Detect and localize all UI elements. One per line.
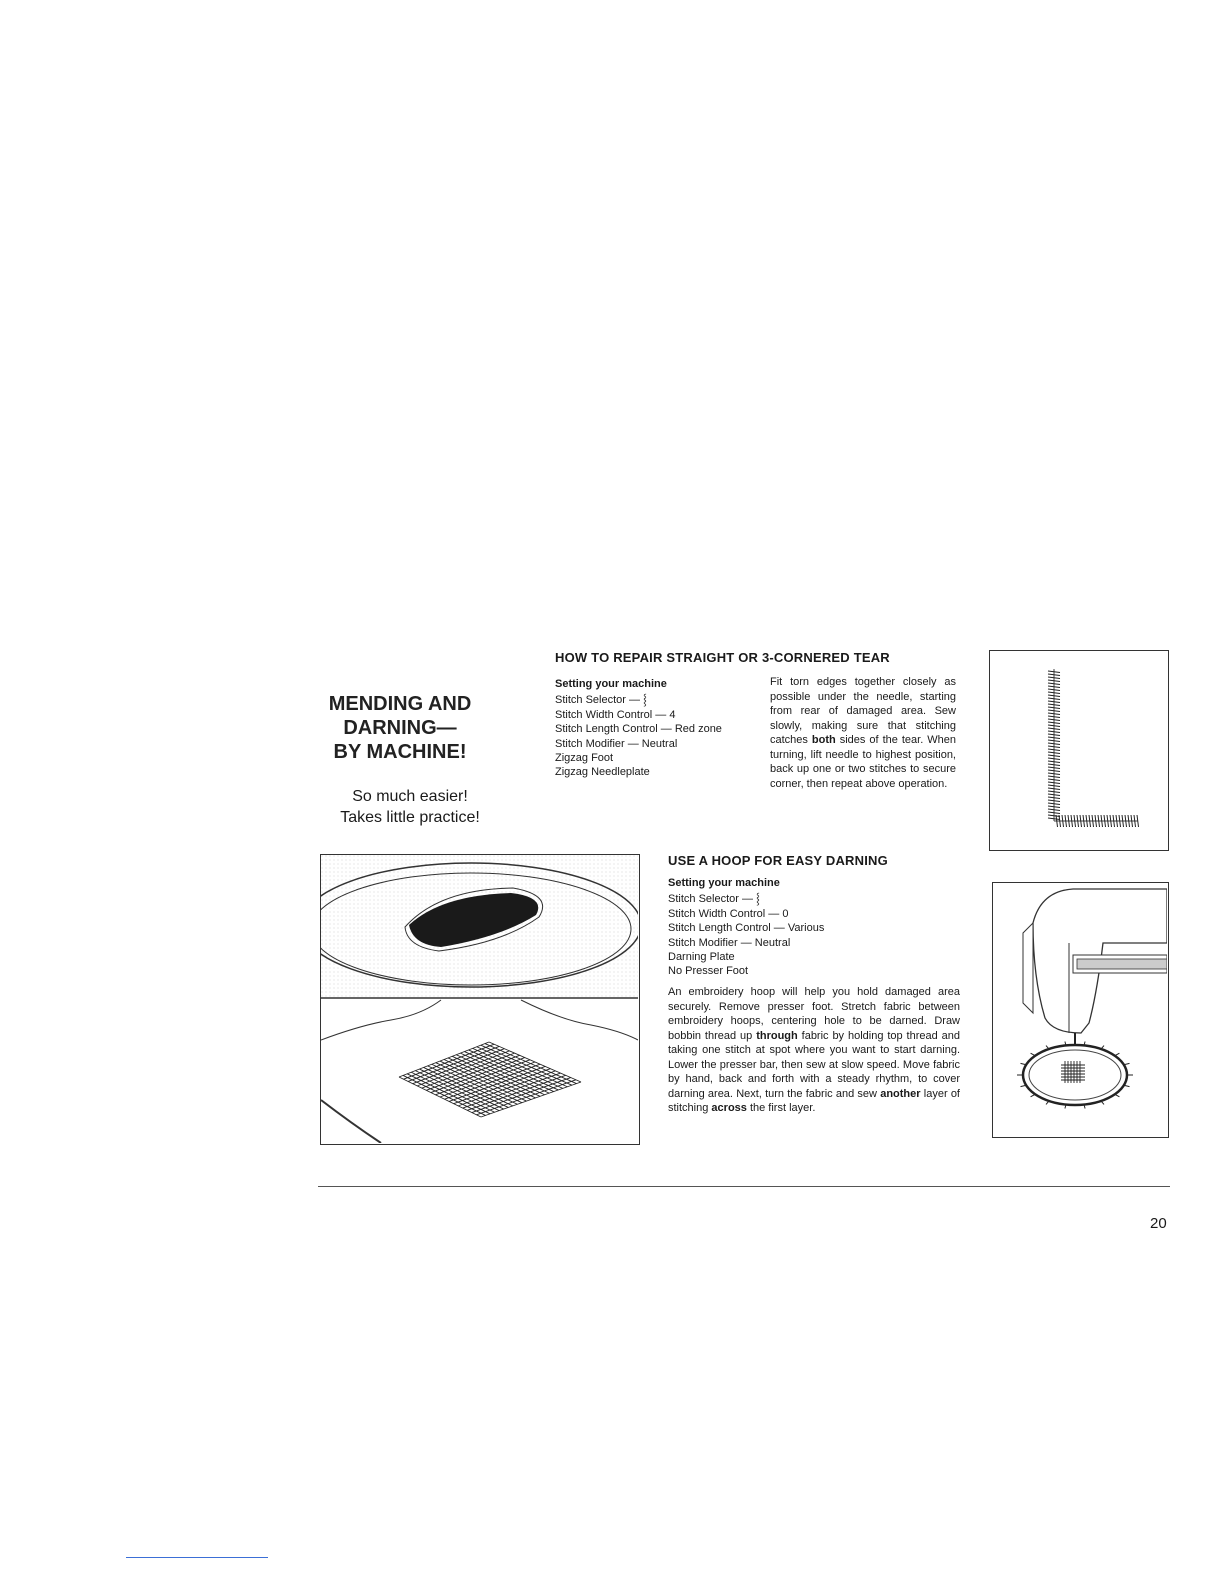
tear-stitching-figure	[989, 650, 1169, 851]
bottom-underline	[126, 1557, 268, 1558]
machine-hoop-figure	[992, 882, 1169, 1138]
section1-setting-stitch-modifier: Stitch Modifier — Neutral	[555, 737, 678, 750]
page-title: MENDING AND DARNING— BY MACHINE!	[328, 693, 472, 763]
section2-setting-plate: Darning Plate	[668, 951, 735, 964]
section2-setting-presser-foot: No Presser Foot	[668, 965, 749, 978]
page-number: 20	[1150, 1215, 1167, 1232]
subtitle-line-1: So much easier!	[352, 788, 468, 805]
section2-paragraph: An embroidery hoop will help you hold damaged area securely. Remove presser foot. Stretch fabric between embroidery hoops, centering hole to be darned. Draw bobbin thread up through fabric by holding top thread and taking one stitch at spot where you want to start darning. Lower the presser bar, then sew at slow speed. Move fabric by hand, back and forth with a steady rhythm, to cover darning area. Next, turn the fabric and sew another layer of stitching across the first layer.	[668, 986, 960, 1114]
emphasis-across: across	[711, 1102, 747, 1114]
emphasis-both: both	[811, 734, 836, 746]
emphasis-another: another	[880, 1087, 921, 1100]
section1-setting-stitch-length: Stitch Length Control — Red zone	[555, 723, 722, 736]
section1-setting-needleplate: Zigzag Needleplate	[555, 766, 650, 779]
subtitle-line-2: Takes little practice!	[340, 809, 480, 826]
subtitle	[300, 786, 520, 828]
section1-settings-heading: Setting your machine	[555, 678, 667, 690]
section2-settings-heading: Setting your machine	[668, 877, 780, 889]
section1-paragraph: Fit torn edges together closely as possible under the needle, starting from rear of damaged area. Sew slowly, making sure that stitching catches both sides of the tear. When turning, lift needle to highest position, back up one or two stitches to secure corner, then repeat above operation.	[770, 676, 956, 790]
section2-setting-stitch-modifier: Stitch Modifier — Neutral	[668, 936, 791, 949]
footer-rule	[318, 1186, 1170, 1187]
section2-setting-stitch-selector: Stitch Selector — ⸾	[668, 893, 760, 906]
emphasis-through: through	[756, 1029, 798, 1042]
section2-heading: USE A HOOP FOR EASY DARNING	[668, 853, 888, 868]
section1-setting-foot: Zigzag Foot	[555, 752, 614, 765]
section2-settings	[668, 876, 888, 979]
section1-setting-stitch-width: Stitch Width Control — 4	[555, 708, 676, 721]
darning-illustration	[321, 855, 638, 1143]
darning-figure	[320, 854, 640, 1145]
section2-setting-stitch-length: Stitch Length Control — Various	[668, 922, 825, 935]
section1-setting-stitch-selector: Stitch Selector — ⸾	[555, 694, 647, 707]
tear-stitching-illustration	[990, 651, 1167, 849]
section1-heading: HOW TO REPAIR STRAIGHT OR 3-CORNERED TEAR	[555, 650, 890, 665]
section1-settings	[555, 677, 760, 780]
section2-setting-stitch-width: Stitch Width Control — 0	[668, 907, 789, 920]
machine-hoop-illustration	[993, 883, 1167, 1136]
